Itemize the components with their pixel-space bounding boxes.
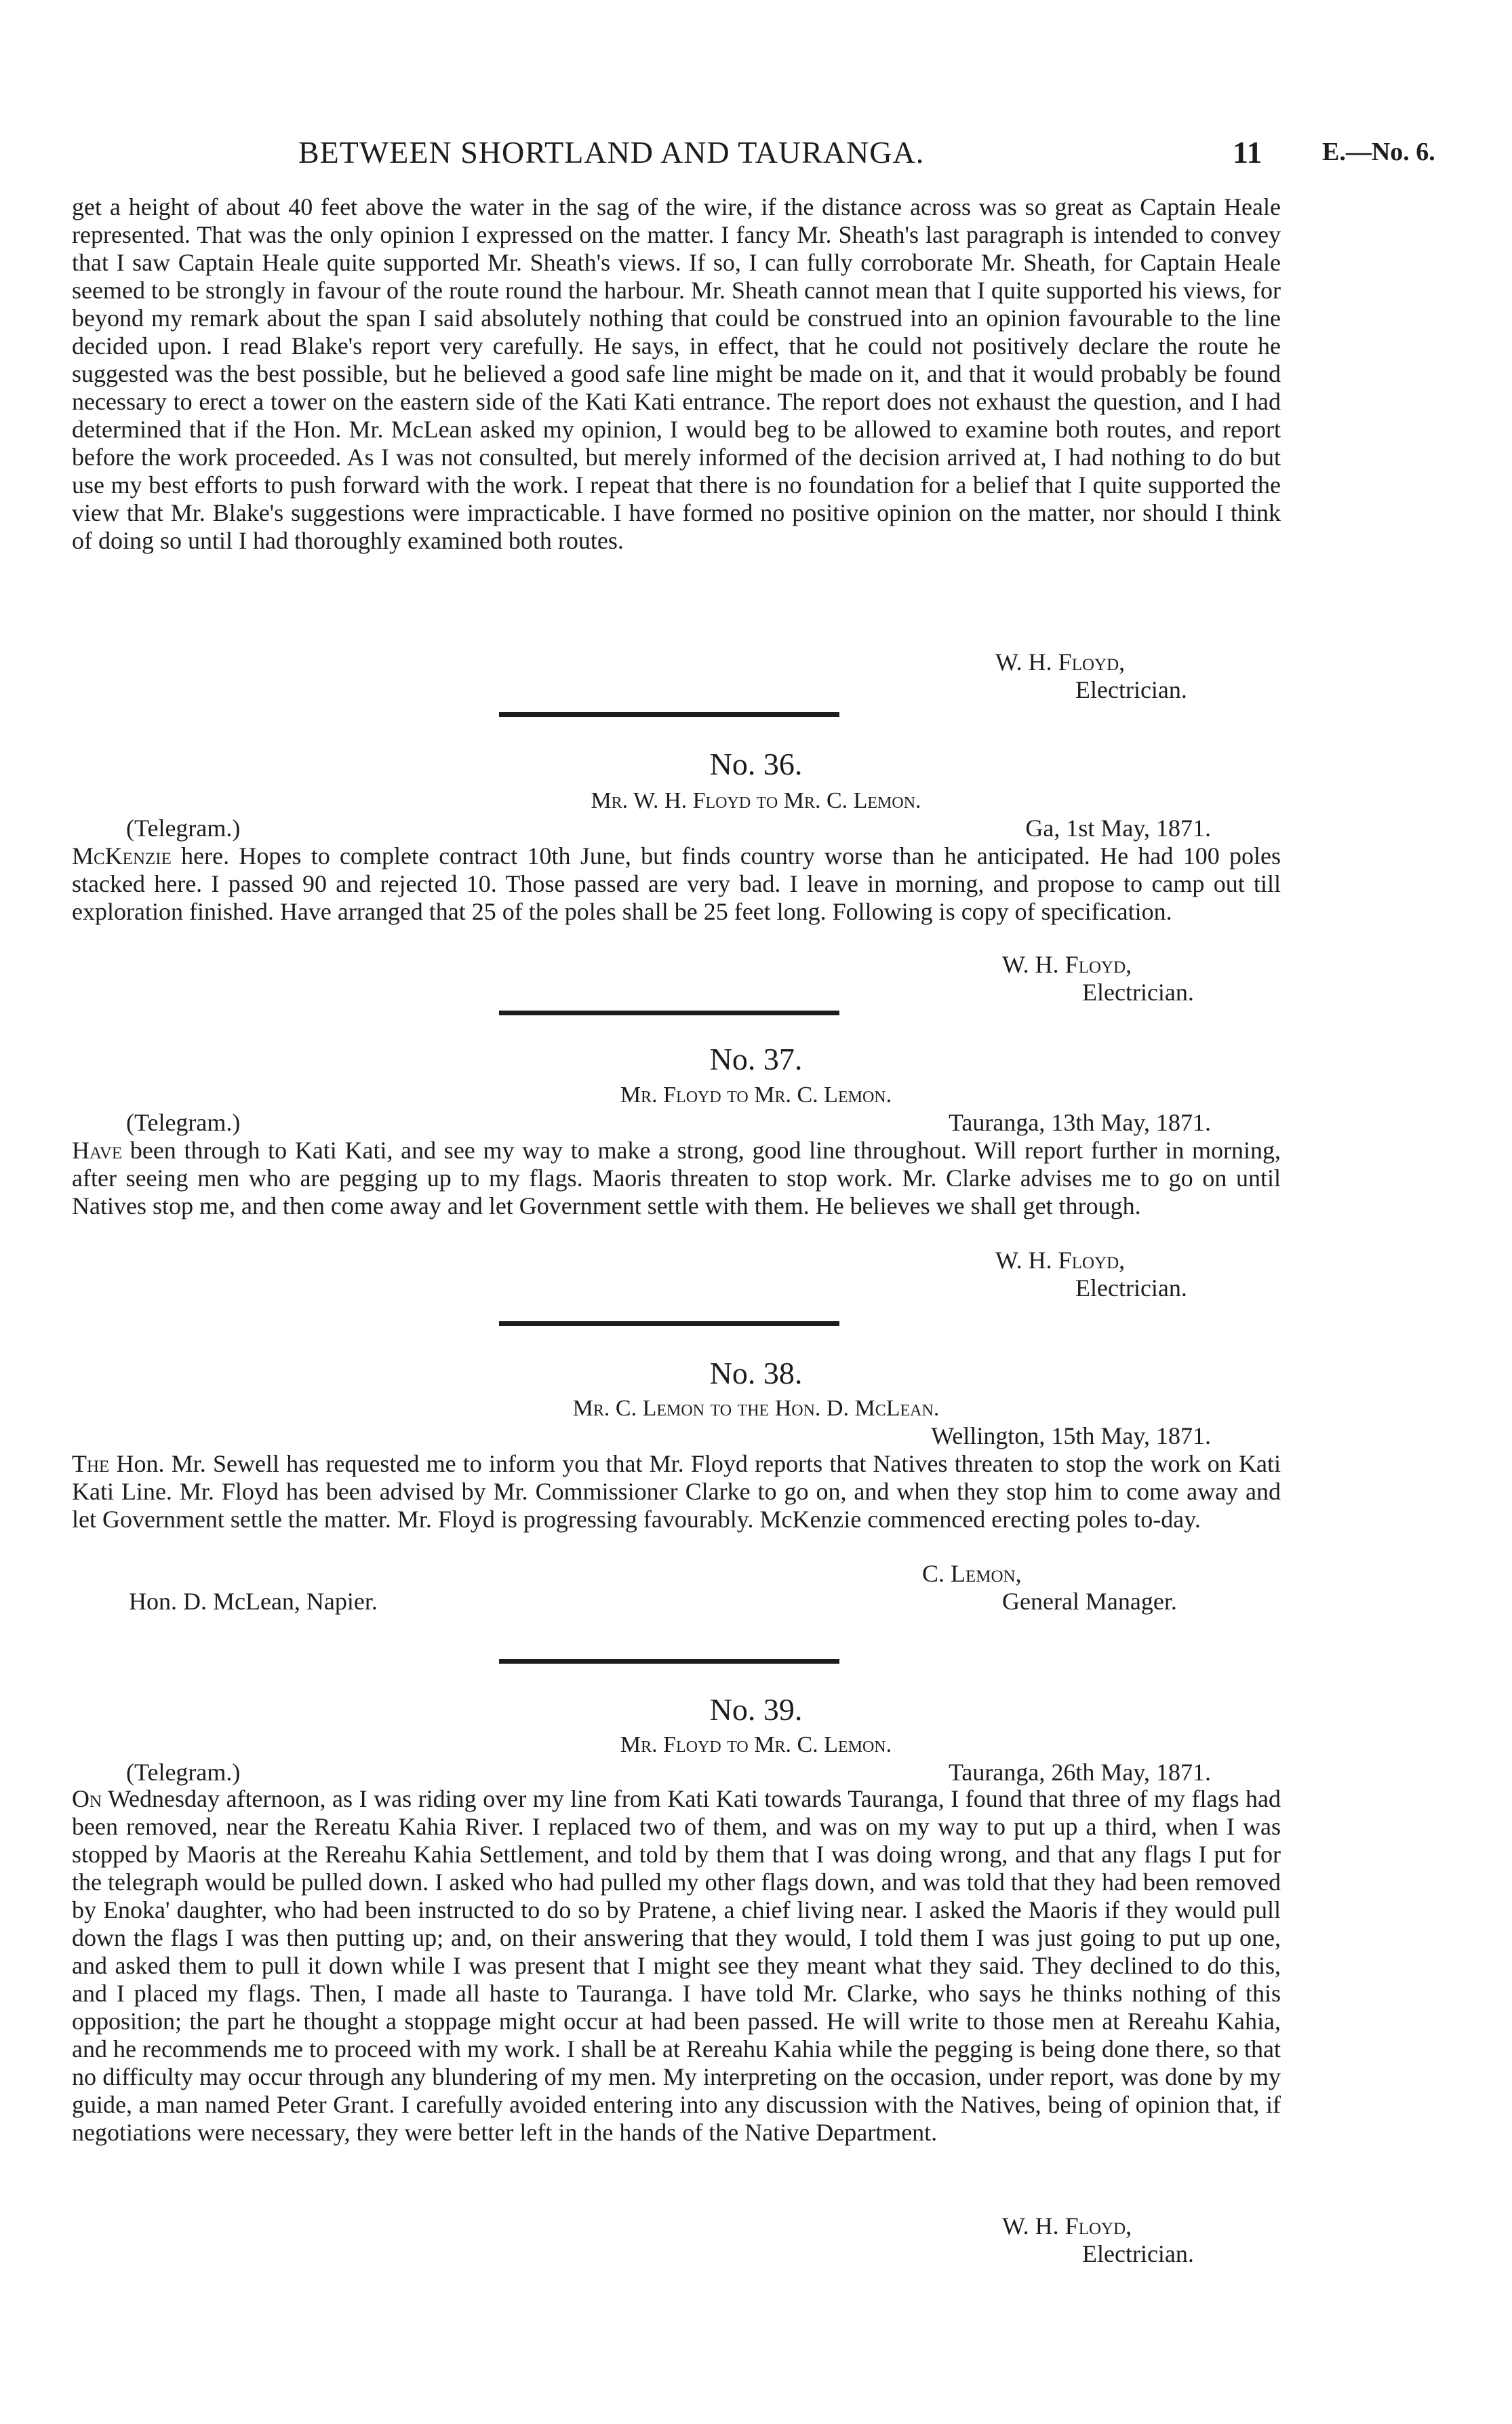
document-paragraph xyxy=(72,1450,1281,1533)
document-place-date: Wellington, 15th May, 1871. xyxy=(931,1422,1211,1449)
document-body xyxy=(72,1137,1281,1220)
document-number: No. 39. xyxy=(709,1692,803,1727)
document-number: No. 38. xyxy=(709,1356,803,1390)
continuation-text-block xyxy=(72,193,1281,555)
lead-word: McKenzie xyxy=(72,842,172,869)
document-paragraph xyxy=(72,1137,1281,1220)
document-place-date: Tauranga, 26th May, 1871. xyxy=(948,1759,1211,1786)
document-parties: Mr. W. H. Floyd to Mr. C. Lemon. xyxy=(591,788,921,813)
document-body xyxy=(72,1785,1281,2147)
document-number: No. 36. xyxy=(709,747,803,781)
body-text: been through to Kati Kati, and see my way to make a strong, good line throughout. Will report further in morning, after seeing men who are pegging up to my flags. Maoris threaten to stop work. Mr. Clarke advises me to go on until Natives stop me, and then come away and let Government settle with them. He believes we shall get through. xyxy=(72,1137,1281,1219)
signature-name: W. H. Floyd, xyxy=(1002,951,1132,978)
section-rule xyxy=(499,1011,839,1015)
lead-word: Have xyxy=(72,1137,123,1164)
signature-role: Electrician. xyxy=(1082,979,1194,1006)
section-rule xyxy=(499,1321,839,1326)
signature-name: C. Lemon, xyxy=(922,1560,1022,1587)
signature-role: Electrician. xyxy=(1075,1274,1187,1302)
signature-role: Electrician. xyxy=(1075,676,1187,703)
document-signature xyxy=(1002,2212,1194,2268)
signature-name: W. H. Floyd, xyxy=(995,1247,1126,1274)
document-meta xyxy=(72,814,1211,842)
document-paragraph xyxy=(72,842,1281,926)
document-signature xyxy=(1002,951,1194,1006)
signature-name: W. H. Floyd, xyxy=(995,648,1126,676)
section-rule xyxy=(499,712,839,717)
running-head-title: BETWEEN SHORTLAND AND TAURANGA. xyxy=(298,135,925,170)
document-addressee xyxy=(129,1588,378,1616)
body-text: Wednesday afternoon, as I was riding over my line from Kati Kati towards Tauranga, I found that three of my flags had been removed, near the Rereatu Kahia River. I replaced two of them, and was on my way to put up a third, when I was stopped by Maoris at the Rereahu Kahia Settlement, and told by them that I was doing wrong, and that any flags I put for the telegraph would be pulled down. I asked who had pulled my other flags down, and was told that they had been removed by Enoka' daughter, who had been instructed to do so by Pratene, a chief living near. I asked the Maoris if they would pull down the flags I was then putting up; and, on their answering that they would, I told them I was just going to put up one, and asked them to pull it down while I was present that I might see they meant what they said. They declined to do this, and I placed my flags. Then, I made all haste to Tauranga. I have told Mr. Clarke, who says he thinks nothing of this opposition; the part he thought a stoppage might occur at had been passed. He will write to those men at Rereahu Kahia, and he recommends me to proceed with my work. I shall be at Rereahu Kahia while the pegging is being done there, so that no difficulty may occur through any blundering of my men. My interpreting on the occasion, under report, was done by my guide, a man named Peter Grant. I carefully avoided entering into any discussion with the Natives, being of opinion that, if negotiations were necessary, they were better left in the hands of the Native Department. xyxy=(72,1785,1281,2146)
document-signature xyxy=(922,1560,1177,1616)
document-number: No. 37. xyxy=(709,1042,803,1076)
document-meta xyxy=(72,1758,1211,1786)
document-parties: Mr. Floyd to Mr. C. Lemon. xyxy=(620,1082,892,1108)
document-meta xyxy=(72,1108,1211,1137)
lead-word: On xyxy=(72,1785,102,1812)
signature-role: General Manager. xyxy=(1002,1588,1177,1615)
document-place-date: Tauranga, 13th May, 1871. xyxy=(948,1109,1211,1136)
document-body xyxy=(72,842,1281,926)
addressee: Hon. D. McLean, Napier. xyxy=(129,1588,378,1615)
document-type: (Telegram.) xyxy=(126,1109,241,1136)
lead-word: The xyxy=(72,1450,110,1477)
page-number: 11 xyxy=(1233,135,1262,170)
document-parties: Mr. C. Lemon to the Hon. D. McLean. xyxy=(572,1396,940,1421)
body-text: here. Hopes to complete contract 10th June, but finds country worse than he anticipated. He had 100 poles stacked here. I passed 90 and rejected 10. Those passed are very bad. I leave in morning, and propose to camp out till exploration finished. Have arranged that 25 of the poles shall be 25 feet long. Following is copy of specification. xyxy=(72,842,1281,925)
signature-role: Electrician. xyxy=(1082,2240,1194,2267)
running-head xyxy=(0,134,1512,175)
section-rule xyxy=(499,1659,839,1664)
document-meta xyxy=(72,1422,1211,1450)
document-parties: Mr. Floyd to Mr. C. Lemon. xyxy=(620,1732,892,1757)
document-type: (Telegram.) xyxy=(126,1759,241,1786)
document-signature xyxy=(995,1247,1187,1302)
continuation-signature xyxy=(995,648,1187,704)
signature-name: W. H. Floyd, xyxy=(1002,2212,1132,2240)
document-place-date: Ga, 1st May, 1871. xyxy=(1025,815,1211,842)
continuation-paragraph: get a height of about 40 feet above the water in the sag of the wire, if the distance across was so great as Captain Heale represented. That was the only opinion I expressed on the matter. I fancy Mr. Sheath's last paragraph is intended to convey that I saw Captain Heale quite supported Mr. Sheath's views. If so, I can fully corroborate Mr. Sheath, for Captain Heale seemed to be strongly in favour of the route round the harbour. Mr. Sheath cannot mean that I quite supported his views, for beyond my remark about the span I said absolutely nothing that could be construed into an opinion favourable to the line decided upon. I read Blake's report very carefully. He says, in effect, that he could not positively declare the route he suggested was the best possible, but he believed a good safe line might be made on it, and that it would probably be found necessary to erect a tower on the eastern side of the Kati Kati entrance. The report does not exhaust the question, and I had determined that if the Hon. Mr. McLean asked my opinion, I would beg to be allowed to examine both routes, and report before the work proceeded. As I was not consulted, but merely informed of the decision arrived at, I had nothing to do but use my best efforts to push forward with the work. I repeat that there is no foundation for a belief that I quite supported the view that Mr. Blake's suggestions were impracticable. I have formed no positive opinion on the matter, nor should I think of doing so until I had thoroughly examined both routes. xyxy=(72,193,1281,554)
body-text: Hon. Mr. Sewell has requested me to inform you that Mr. Floyd reports that Natives threaten to stop the work on Kati Kati Line. Mr. Floyd has been advised by Mr. Commissioner Clarke to go on, and when they stop him to come away and let Government settle the matter. Mr. Floyd is progressing favourably. McKenzie commenced erecting poles to-day. xyxy=(72,1450,1281,1533)
paper-reference: E.—No. 6. xyxy=(1322,138,1435,166)
document-paragraph xyxy=(72,1785,1281,2147)
document-type: (Telegram.) xyxy=(126,815,241,842)
document-body xyxy=(72,1450,1281,1533)
